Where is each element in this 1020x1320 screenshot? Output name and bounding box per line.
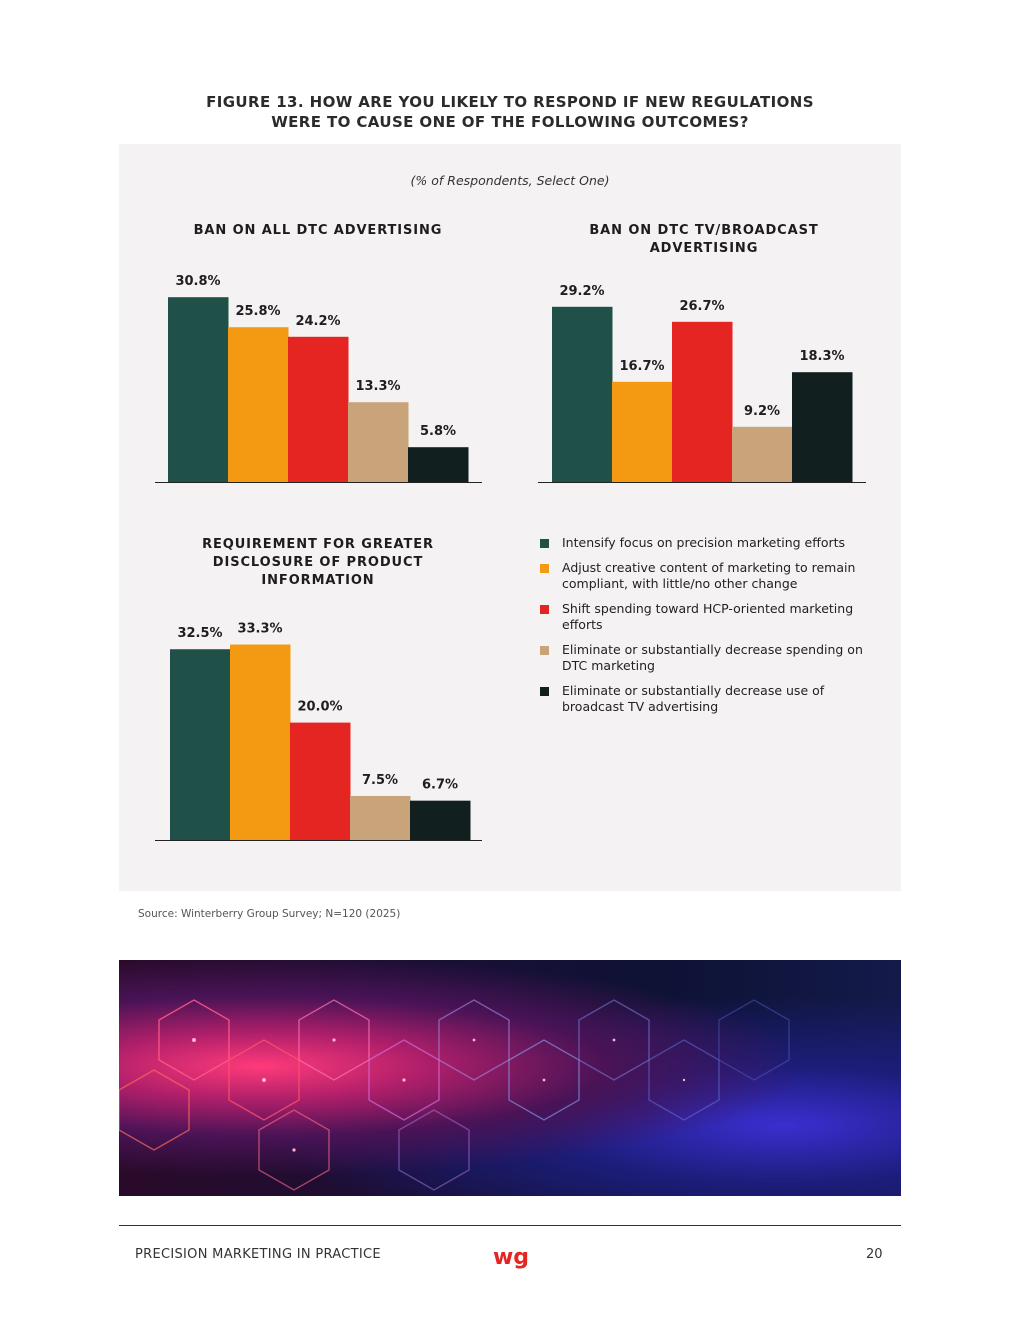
bar-disclosure-5 bbox=[410, 801, 471, 840]
legend-label-4: Eliminate or substantially decrease spending on DTC marketing bbox=[562, 642, 863, 673]
chart-legend bbox=[539, 535, 879, 724]
data-label-ban-all-dtc-1: 30.8% bbox=[175, 274, 221, 290]
bar-ban-all-dtc-3 bbox=[288, 337, 349, 482]
data-label-disclosure-4: 7.5% bbox=[361, 772, 399, 788]
winterberry-logo-icon bbox=[490, 1240, 532, 1274]
data-label-disclosure-1: 32.5% bbox=[177, 626, 223, 642]
bar-ban-all-dtc-1 bbox=[168, 297, 229, 482]
legend-item-5 bbox=[539, 683, 879, 715]
bar-chart-disclosure bbox=[155, 619, 482, 842]
chart-title-disclosure: REQUIREMENT FOR GREATER DISCLOSURE OF PRODUCT INFORMATION bbox=[202, 537, 434, 588]
page-number: 20 bbox=[866, 1247, 883, 1262]
legend-swatch-2 bbox=[540, 564, 549, 573]
bar-ban-all-dtc-2 bbox=[228, 327, 289, 482]
data-label-ban-dtc-tv-1: 29.2% bbox=[559, 283, 605, 299]
bar-ban-dtc-tv-1 bbox=[552, 307, 613, 482]
bar-ban-dtc-tv-4 bbox=[732, 427, 793, 482]
bar-disclosure-4 bbox=[350, 796, 411, 840]
logo-text: wg bbox=[492, 1245, 530, 1270]
chart-title-ban-all-dtc: BAN ON ALL DTC ADVERTISING bbox=[193, 223, 443, 238]
legend-label-3: Shift spending toward HCP-oriented marketing efforts bbox=[562, 601, 854, 632]
bar-chart-ban-all-dtc bbox=[155, 264, 482, 484]
bar-chart-ban-dtc-tv bbox=[538, 264, 866, 484]
data-label-ban-all-dtc-2: 25.8% bbox=[235, 304, 281, 320]
footer-divider bbox=[119, 1225, 901, 1226]
chart-title-ban-dtc-tv: BAN ON DTC TV/BROADCAST ADVERTISING bbox=[589, 223, 819, 256]
data-label-disclosure-5: 6.7% bbox=[421, 777, 459, 793]
data-label-ban-dtc-tv-3: 26.7% bbox=[679, 298, 725, 314]
data-label-disclosure-3: 20.0% bbox=[297, 699, 343, 715]
data-label-ban-dtc-tv-2: 16.7% bbox=[619, 358, 665, 374]
source-note: Source: Winterberry Group Survey; N=120 (2025) bbox=[138, 908, 401, 920]
legend-label-2: Adjust creative content of marketing to remain compliant, with little/no other change bbox=[562, 560, 856, 591]
data-label-ban-dtc-tv-5: 18.3% bbox=[799, 349, 845, 365]
data-label-ban-all-dtc-3: 24.2% bbox=[295, 313, 341, 329]
data-label-ban-all-dtc-4: 13.3% bbox=[355, 379, 401, 395]
decorative-banner-image bbox=[119, 960, 901, 1196]
legend-swatch-5 bbox=[540, 687, 549, 696]
chart-panel bbox=[119, 144, 901, 891]
figure-title bbox=[119, 92, 901, 132]
data-label-disclosure-2: 33.3% bbox=[237, 621, 283, 637]
legend-label-5: Eliminate or substantially decrease use of broadcast TV advertising bbox=[562, 683, 825, 714]
figure-title-line-2: WERE TO CAUSE ONE OF THE FOLLOWING OUTCOMES? bbox=[271, 113, 749, 131]
data-label-ban-all-dtc-5: 5.8% bbox=[419, 424, 457, 440]
bar-ban-all-dtc-4 bbox=[348, 402, 409, 482]
bar-ban-dtc-tv-3 bbox=[672, 322, 733, 482]
bar-disclosure-3 bbox=[290, 723, 351, 840]
legend-item-1 bbox=[539, 535, 879, 551]
chart-subtitle: (% of Respondents, Select One) bbox=[410, 173, 610, 188]
legend-swatch-3 bbox=[540, 605, 549, 614]
bar-disclosure-2 bbox=[230, 645, 291, 840]
figure-title-line-1: FIGURE 13. HOW ARE YOU LIKELY TO RESPOND IF NEW REGULATIONS bbox=[206, 93, 814, 111]
legend-item-2 bbox=[539, 560, 879, 592]
footer-publication-title: PRECISION MARKETING IN PRACTICE bbox=[135, 1247, 381, 1262]
legend-item-3 bbox=[539, 601, 879, 633]
hexagon-circuit-illustration bbox=[119, 960, 901, 1196]
legend-item-4 bbox=[539, 642, 879, 674]
legend-swatch-4 bbox=[540, 646, 549, 655]
data-label-ban-dtc-tv-4: 9.2% bbox=[743, 403, 781, 419]
bar-ban-dtc-tv-5 bbox=[792, 372, 853, 482]
bar-ban-all-dtc-5 bbox=[408, 447, 469, 482]
legend-swatch-1 bbox=[540, 539, 549, 548]
bar-ban-dtc-tv-2 bbox=[612, 382, 673, 482]
bar-disclosure-1 bbox=[170, 649, 231, 840]
legend-label-1: Intensify focus on precision marketing efforts bbox=[562, 535, 846, 550]
